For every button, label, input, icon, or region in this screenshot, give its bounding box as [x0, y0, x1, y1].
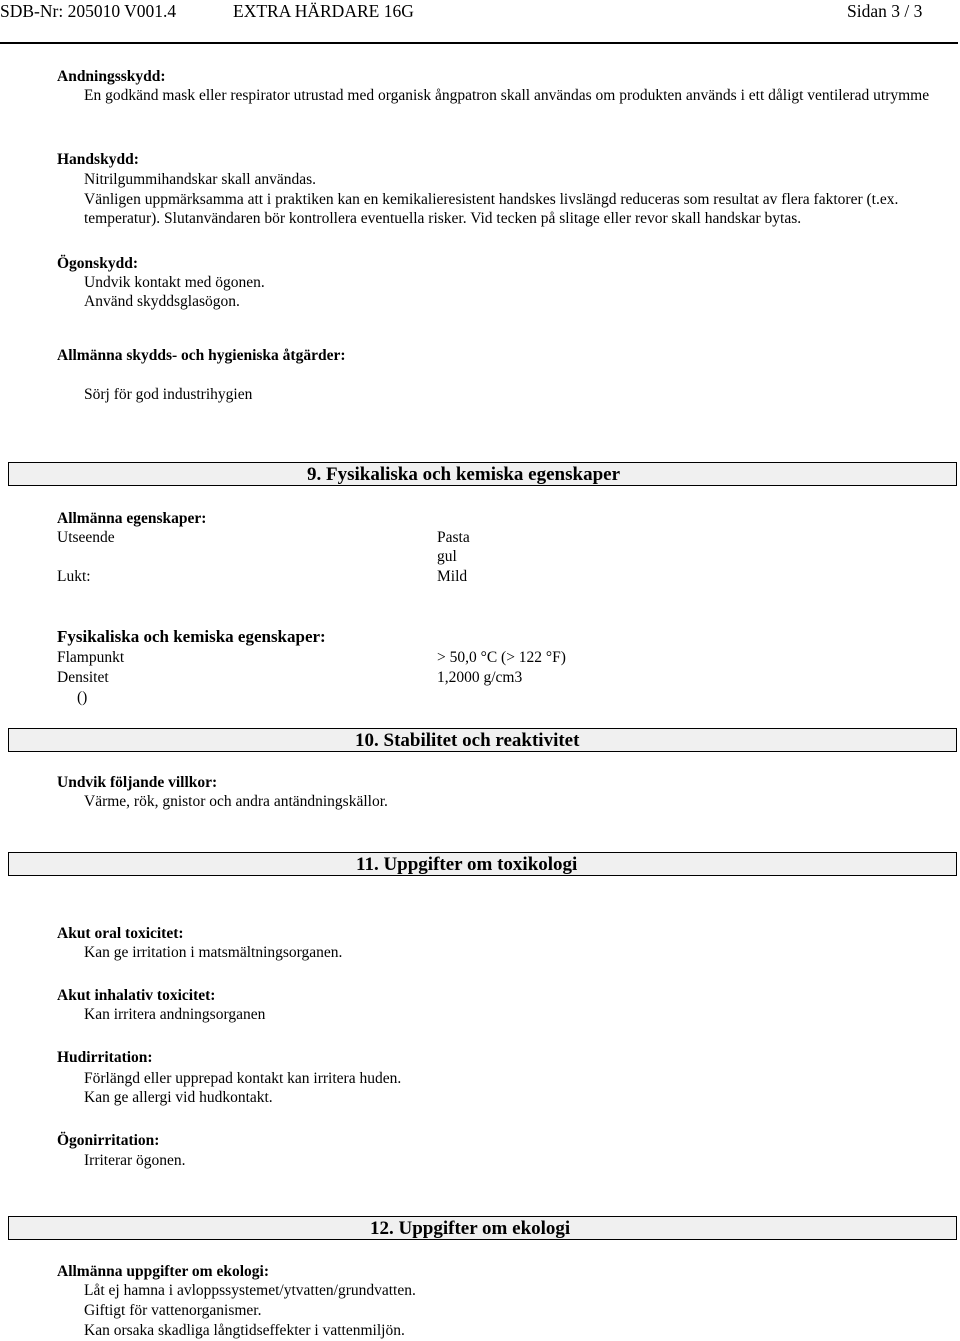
page-number: Sidan 3 / 3	[847, 1, 923, 21]
product-name: EXTRA HÄRDARE 16G	[233, 1, 414, 21]
general-properties-title: Allmänna egenskaper:	[57, 510, 207, 527]
hygiene-title: Allmänna skydds- och hygieniska åtgärder:	[57, 347, 346, 364]
density-value: 1,2000 g/cm3	[437, 669, 523, 686]
hand-title: Handskydd:	[57, 151, 139, 168]
eye-protection-title: Ögonskydd:	[57, 255, 138, 272]
density-label: Densitet	[57, 669, 109, 686]
hand-line2: Vänligen uppmärksamma att i praktiken kan en kemikalieresistent handskes livslängd reduceras som resultat av flera faktorer (t.ex. temperatur). Slutanvändaren bör kontrollera eventuella risker. Vid tecken på slitage eller revor skall handskar bytas.	[84, 191, 899, 227]
oral-toxicity-title: Akut oral toxicitet:	[57, 925, 184, 942]
physchem-title: Fysikaliska och kemiska egenskaper:	[57, 627, 326, 646]
eye-protection-line1: Undvik kontakt med ögonen.	[84, 274, 265, 291]
odor-label: Lukt:	[57, 568, 91, 585]
doc-number: SDB-Nr: 205010 V001.4	[0, 1, 177, 21]
section-10-title: 10. Stabilitet och reaktivitet	[355, 730, 580, 751]
hand-line1: Nitrilgummihandskar skall användas.	[84, 171, 317, 188]
section-11-title: 11. Uppgifter om toxikologi	[356, 854, 578, 875]
eye-protection-line2: Använd skyddsglasögon.	[84, 293, 240, 310]
ecology-line1: Låt ej hamna i avloppssystemet/ytvatten/grundvatten.	[84, 1282, 416, 1299]
section-9-title: 9. Fysikaliska och kemiska egenskaper	[307, 464, 621, 485]
inhalation-toxicity-text: Kan irritera andningsorganen	[84, 1006, 266, 1023]
hygiene-text: Sörj för god industrihygien	[84, 386, 253, 403]
respiratory-title: Andningsskydd:	[57, 68, 166, 85]
skin-irritation-line2: Kan ge allergi vid hudkontakt.	[84, 1089, 273, 1106]
appearance-label: Utseende	[57, 529, 115, 546]
eye-irritation-title: Ögonirritation:	[57, 1132, 160, 1149]
respiratory-text: En godkänd mask eller respirator utrustad med organisk ångpatron skall användas om produkten används i ett dåligt ventilerad utrymme	[84, 87, 930, 104]
odor-value: Mild	[437, 568, 468, 585]
flashpoint-value: > 50,0 °C (> 122 °F)	[437, 649, 566, 666]
skin-irritation-line1: Förlängd eller upprepad kontakt kan irritera huden.	[84, 1070, 402, 1087]
skin-irritation-title: Hudirritation:	[57, 1049, 153, 1066]
header-rule	[0, 42, 958, 44]
section-12-title: 12. Uppgifter om ekologi	[370, 1218, 571, 1239]
avoid-conditions-title: Undvik följande villkor:	[57, 774, 218, 791]
oral-toxicity-text: Kan ge irritation i matsmältningsorganen.	[84, 944, 343, 961]
ecology-general-title: Allmänna uppgifter om ekologi:	[57, 1263, 269, 1280]
density-note: ()	[77, 689, 88, 706]
ecology-line3: Kan orsaka skadliga långtidseffekter i vattenmiljön.	[84, 1322, 405, 1339]
color-value: gul	[437, 548, 457, 565]
ecology-line2: Giftigt för vattenorganismer.	[84, 1302, 262, 1319]
appearance-value: Pasta	[437, 529, 470, 546]
inhalation-toxicity-title: Akut inhalativ toxicitet:	[57, 987, 216, 1004]
eye-irritation-text: Irriterar ögonen.	[84, 1152, 186, 1169]
flashpoint-label: Flampunkt	[57, 649, 125, 666]
avoid-conditions-text: Värme, rök, gnistor och andra antändningskällor.	[84, 793, 388, 810]
